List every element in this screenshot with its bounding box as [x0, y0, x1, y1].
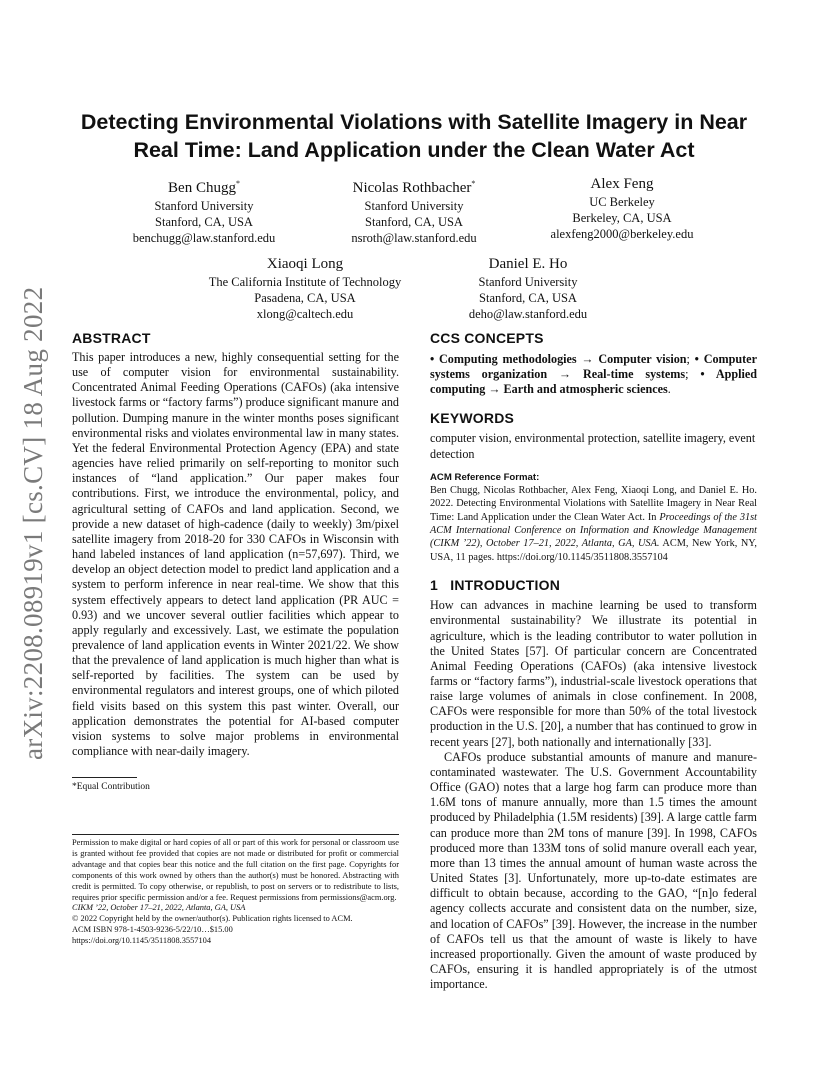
- equal-contribution-mark: *: [471, 179, 476, 188]
- author-email: benchugg@law.stanford.edu: [132, 231, 276, 245]
- introduction-heading: [430, 577, 757, 593]
- author-block: [512, 174, 732, 242]
- section-title: INTRODUCTION: [450, 577, 561, 594]
- acm-reference-authors: Ben Chugg, Nicolas Rothbacher, Alex Feng, Xiaoqi Long, and Daniel E. Ho. 2022. Detecting Environmental Violations with Satellite Imagery in Near Real Time: Land Application under the Clean Water Act. In: [430, 484, 757, 523]
- author-name: Nicolas Rothbacher: [352, 180, 472, 196]
- author-block: [304, 174, 524, 246]
- permission-block: [72, 838, 399, 947]
- footnote-rule: [72, 777, 137, 778]
- section-number: 1: [430, 577, 438, 594]
- right-column: [430, 330, 757, 992]
- ccs-item: Applied computing: [430, 367, 757, 397]
- ccs-concepts: • Computing methodologies → Computer vision; • Computer systems organization → Real-time systems; • Applied computing → Earth and atmospheric sciences.: [430, 352, 757, 397]
- left-column: [72, 330, 399, 759]
- ccs-item: Computer systems organization: [430, 352, 757, 382]
- keywords-text: computer vision, environmental protection, satellite imagery, event detection: [430, 431, 756, 461]
- conference-line: CIKM ’22, October 17–21, 2022, Atlanta, GA, USA: [72, 903, 246, 913]
- ccs-item: Earth and atmospheric sciences: [503, 382, 668, 397]
- author-location: Stanford, CA, USA: [155, 215, 253, 229]
- author-location: Berkeley, CA, USA: [572, 211, 672, 225]
- intro-paragraph-1: How can advances in machine learning be used to transform environmental sustainability? We illustrate its potential in agriculture, which is the leading contributor to water pollution in the United States [57]. Of particular concern are Concentrated Animal Feeding Operations (CAFOs) (aka intensive livestock farms or “factory farms”), industrial-scale livestock operations that raise large volumes of animals in close confinement. In 2008, CAFOs were responsible for more than 50% of the total livestock production in the U.S. [20], a number that has continued to grow in recent years [27], both nationally and internationally [33].: [430, 598, 757, 749]
- isbn-line: ACM ISBN 978-1-4503-9236-5/22/10…$15.00: [72, 925, 233, 935]
- author-email: alexfeng2000@berkeley.edu: [550, 227, 694, 241]
- footnote-equal-contribution: *Equal Contribution: [72, 782, 150, 792]
- equal-contribution-mark: *: [235, 179, 240, 188]
- author-affiliation: The California Institute of Technology: [208, 275, 402, 289]
- author-affiliation: Stanford University: [478, 275, 578, 289]
- author-location: Stanford, CA, USA: [365, 215, 463, 229]
- author-name: Xiaoqi Long: [266, 256, 344, 272]
- ccs-heading: CCS CONCEPTS: [430, 330, 544, 346]
- author-email: nsroth@law.stanford.edu: [351, 231, 477, 245]
- permission-rule: [72, 834, 399, 835]
- acm-reference-tail: ACM, New York, NY, USA, 11 pages. https://doi.org/10.1145/3511808.3557104: [430, 538, 757, 563]
- author-email: xlong@caltech.edu: [256, 307, 354, 321]
- abstract-heading: ABSTRACT: [72, 330, 151, 346]
- ccs-item: Computing methodologies: [439, 352, 577, 366]
- ccs-item: Real-time systems: [582, 367, 686, 382]
- author-affiliation: Stanford University: [154, 199, 254, 213]
- acm-reference-heading: ACM Reference Format:: [430, 471, 540, 483]
- author-block: [94, 174, 314, 246]
- author-affiliation: UC Berkeley: [589, 195, 655, 209]
- author-name: Daniel E. Ho: [488, 256, 568, 272]
- ccs-item: Computer vision: [598, 352, 687, 366]
- keywords-heading: KEYWORDS: [430, 410, 515, 427]
- author-email: deho@law.stanford.edu: [468, 307, 588, 321]
- abstract-text: This paper introduces a new, highly consequential setting for the use of computer vision for environmental sustainability. Concentrated Animal Feeding Operations (CAFOs) (aka intensive livestock farms or “factory farms”) produce significant manure and pollution. Dumping manure in the winter months poses significant environmental risks and violates environmental law in many states. Yet the federal Environmental Protection Agency (EPA) and state agencies have relied primarily on self-reporting to monitor such instances of “land application.” Our paper makes four contributions. First, we introduce the environmental, policy, and agricultural setting of CAFOs and land application. Second, we provide a new dataset of high-cadence (daily to weekly) 3m/pixel satellite imagery from 2018-20 for 330 CAFOs in Wisconsin with hand labeled instances of land application (n=57,697). Third, we develop an object detection model to predict land application and a system to perform inference in near real-time. We show that this system effectively appears to detect land application (PR AUC = 0.93) and we uncover several outlier facilities which appear to apply regularly and excessively. Last, we estimate the population prevalence of land application events in Winter 2021/22. We show that the prevalence of land application is much higher than what is self-reported by facilities. The system can be used by environmental regulators and interest groups, one of which piloted field visits based on this system this past winter. Overall, our application demonstrates the potential for AI-based computer vision systems to solve major problems in environmental compliance with near-daily imagery.: [72, 350, 399, 759]
- doi-line: https://doi.org/10.1145/3511808.3557104: [72, 936, 212, 946]
- author-location: Pasadena, CA, USA: [254, 291, 356, 305]
- copyright-line: © 2022 Copyright held by the owner/author(s). Publication rights licensed to ACM.: [72, 914, 353, 924]
- acm-reference-text: [430, 484, 757, 564]
- author-name: Alex Feng: [590, 176, 654, 192]
- author-location: Stanford, CA, USA: [479, 291, 577, 305]
- paper-title: Detecting Environmental Violations with Satellite Imagery in Near Real Time: Land Application under the Clean Water Act: [80, 110, 748, 162]
- author-block: [180, 254, 430, 322]
- author-affiliation: Stanford University: [364, 199, 464, 213]
- acm-reference-proceedings: Proceedings of the 31st ACM International Conference on Information and Knowledge Management (CIKM ’22), October 17–21, 2022, Atlanta, GA, USA.: [430, 511, 757, 550]
- permission-text: Permission to make digital or hard copies of all or part of this work for personal or classroom use is granted without fee provided that copies are not made or distributed for profit or commercial advantage and that copies bear this notice and the full citation on the first page. Copyrights for components of this work owned by others than the author(s) must be honored. Abstracting with credit is permitted. To copy otherwise, or republish, to post on servers or to redistribute to lists, requires prior specific permission and/or a fee. Request permissions from permissions@acm.org.: [72, 838, 399, 902]
- intro-paragraph-2: CAFOs produce substantial amounts of manure and manure-contaminated wastewater. The U.S. Government Accountability Office (GAO) notes that a large hog farm can produce more than 1.6M tons of manure annually, more than 1.5 times the amount produced by Philadelphia (1.5M residents) [39]. A large cattle farm can produce more than 2M tons of manure [39]. In 1998, CAFOs produced more than 133M tons of solid manure overall each year, more than 13 times the annual amount of human waste across the United States [3]. Unfortunately, more up-to-date estimates are difficult to obtain because, according to the GAO, “[n]o federal agency collects accurate and consistent data on the number, size, and location of CAFOs” [39]. However, the increase in the number of CAFOs tell us that the amount of waste is likely to have increased proportionally. Given the amount of waste produced by CAFOs, ensuring it is handled appropriately is of the utmost importance.: [430, 749, 757, 992]
- author-block: [418, 254, 638, 322]
- arxiv-identifier: arXiv:2208.08919v1 [cs.CV] 18 Aug 2022: [18, 286, 48, 760]
- author-name: Ben Chugg: [168, 180, 236, 196]
